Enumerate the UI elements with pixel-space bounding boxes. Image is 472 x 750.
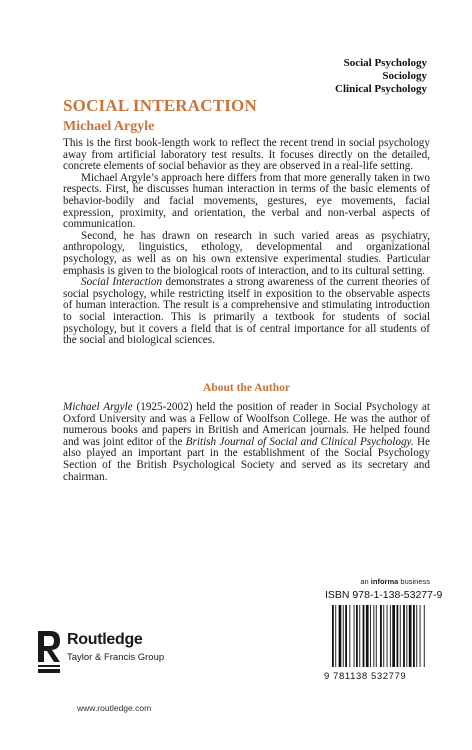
informa-suffix: business — [398, 577, 430, 586]
bio-paragraph — [63, 402, 430, 483]
barcode-bar — [359, 605, 360, 667]
barcode-bar — [387, 605, 388, 667]
subject-line: Social Psychology — [343, 57, 427, 69]
informa-business-label — [360, 577, 430, 586]
barcode-bar — [380, 605, 382, 667]
publisher-url: www.routledge.com — [77, 703, 152, 713]
publisher-group: Taylor & Francis Group — [67, 652, 165, 663]
barcode-bar — [349, 605, 350, 667]
blurb-paragraph: Michael Argyle’s approach here differs from that more generally taken in two respects. First, he discusses human interaction in terms of the basic elements of behavior-bodily and facial movements, gestures, eye movements, facial expression, proximity, and orientation, the verbal and non-verbal aspects of communication. — [63, 171, 430, 231]
book-author: Michael Argyle — [63, 119, 155, 134]
barcode-block — [322, 589, 443, 700]
barcode-bar — [383, 605, 384, 667]
barcode-bar — [420, 605, 421, 667]
subject-line: Sociology — [382, 70, 427, 82]
book-title: SOCIAL INTERACTION — [63, 96, 257, 115]
barcode-bar — [332, 605, 334, 667]
subject-categories — [335, 57, 427, 96]
subject-line: Clinical Psychology — [335, 83, 427, 95]
bio-author-name: Michael Argyle — [63, 401, 133, 413]
barcode-bar — [406, 605, 407, 667]
blurb-paragraph: Second, he has drawn on research in such varied areas as psychiatry, anthropology, linguistics, ethology, developmental and organizational psychology, as well as on his own extensive experimental studies. Particular emphasis is given to the biological roots of interaction, and to its cultural setting. — [63, 229, 430, 277]
barcode-bar — [356, 605, 358, 667]
barcode-bar — [392, 605, 395, 667]
book-description — [63, 138, 430, 347]
barcode-bar — [339, 605, 342, 667]
barcode-bar — [400, 605, 401, 667]
blurb-paragraph — [63, 277, 430, 347]
publisher-name: Routledge — [67, 631, 143, 648]
about-author-heading: About the Author — [203, 382, 290, 394]
informa-prefix: an — [360, 577, 371, 586]
isbn-label: ISBN 978-1-138-53277-9 — [325, 589, 443, 601]
bio-text: (1925-2002) held the position of reader in Social Psychology at Oxford University and was a Fellow of Woolfson College. He was the author of numerous books and papers in British and American journals. He helped found and was joint editor of the — [63, 401, 431, 448]
barcode-bar — [409, 605, 412, 667]
barcode-image — [324, 605, 430, 669]
informa-brand: informa — [370, 577, 399, 586]
barcode-bar — [424, 605, 425, 667]
barcode-bar — [363, 605, 365, 667]
blurb-text: demonstrates a strong awareness of the current theories of social psychology, while restricting itself in exposition to the observable aspects of human interaction. The result is a comprehensive and stimulating introduction to social interaction. This is primarily a textbook for students of social psychology, but it covers a field that is of central importance for all students of the social and biological sciences. — [63, 276, 430, 347]
bio-text: He also played an important part in the establishment of the Social Psychology Section of the British Psychological Society and served as its secretary and chairman. — [63, 435, 431, 483]
blurb-paragraph: This is the first book-length work to reflect the recent trend in social psychology away from artificial laboratory test results. It focuses directly on the detailed, concrete elements of social behavior as they are observed in a real-life setting. — [63, 137, 430, 173]
blurb-italic-title: Social Interaction — [81, 276, 163, 289]
barcode-bar — [345, 605, 347, 667]
barcode-bar — [413, 605, 415, 667]
barcode-bar — [335, 605, 336, 667]
barcode-bar — [390, 605, 391, 667]
barcode-bar — [370, 605, 371, 667]
barcode-bar — [373, 605, 374, 667]
barcode-bar — [403, 605, 405, 667]
barcode-bar — [376, 605, 377, 667]
barcode-bar — [354, 605, 355, 667]
barcode-bar — [397, 605, 399, 667]
routledge-logo-icon — [36, 629, 62, 675]
barcode-bar — [416, 605, 417, 667]
author-bio — [63, 402, 430, 483]
barcode-bar — [343, 605, 344, 667]
bio-journal-name: British Journal of Social and Clinical Psychology. — [185, 435, 414, 448]
barcode-digits: 9 781138 532779 — [324, 671, 407, 682]
barcode-bar — [366, 605, 369, 667]
